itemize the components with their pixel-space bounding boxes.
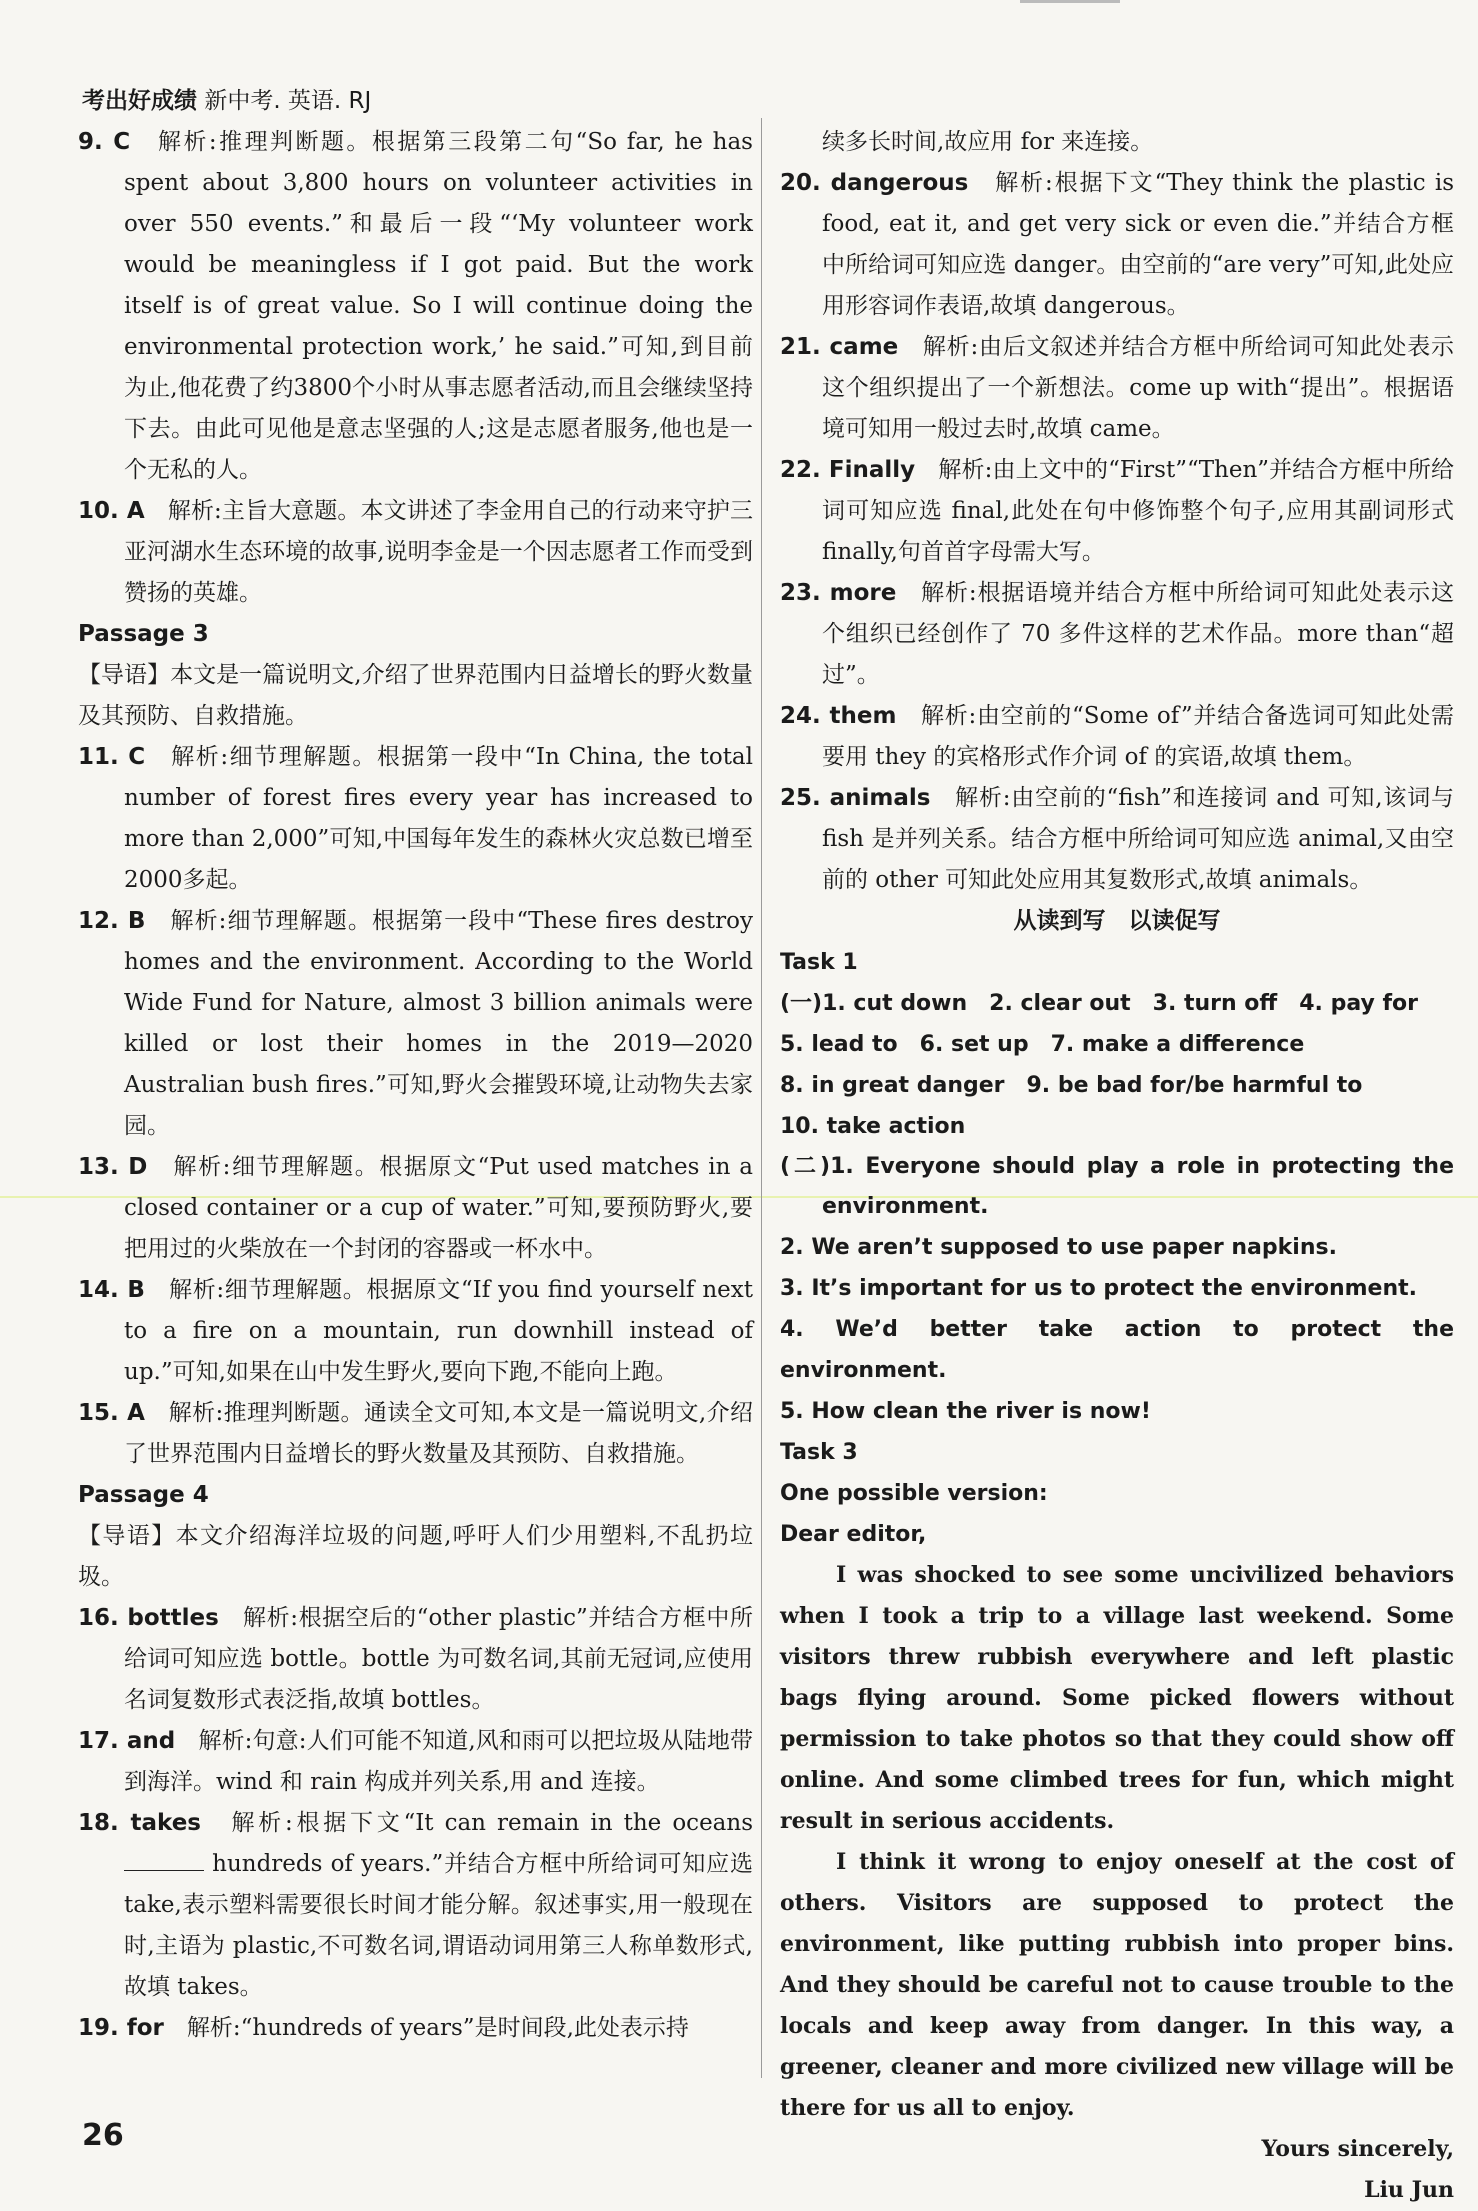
- section-title: 从读到写 以读促写: [1013, 908, 1221, 934]
- task-1-heading: Task 1: [780, 950, 858, 975]
- passage-4-heading: Passage 4: [78, 1482, 209, 1508]
- answer-15: 15. A 解析:推理判断题。通读全文可知,本文是一篇说明文,介绍了世界范围内日益增长的野火数量及其预防、自救措施。: [78, 1400, 753, 1467]
- task-2-item-5: 5. How clean the river is now!: [780, 1399, 1151, 1424]
- top-edge-mark: [1020, 0, 1120, 3]
- version-label: One possible version:: [780, 1481, 1048, 1506]
- passage-3-heading: Passage 3: [78, 621, 209, 647]
- answer-22: 22. Finally 解析:由上文中的“First”“Then”并结合方框中所给词可知应选 final,此处在句中修饰整个句子,应用其副词形式 finally,句首首字母需大写。: [780, 457, 1454, 565]
- letter-paragraph-2: I think it wrong to enjoy oneself at the cost of others. Visitors are supposed to protect the environment, like putting rubbish into proper bins. And they should be careful not to cause trouble to the locals and keep away from danger. In this way, a greener, cleaner and more civilized new village will be there for us all to enjoy.: [780, 1849, 1454, 2121]
- answer-10: 10. A 解析:主旨大意题。本文讲述了李金用自己的行动来守护三亚河湖水生态环境的故事,说明李金是一个因志愿者工作而受到赞扬的英雄。: [78, 498, 754, 606]
- header-subtitle: 新中考. 英语. RJ: [204, 88, 372, 114]
- task-2-item-4: 4. We’d better take action to protect the environment.: [780, 1317, 1454, 1383]
- answer-13: 13. D 解析:细节理解题。根据原文“Put used matches in a closed container or a cup of water.”可知,要预防野火,要把用过的火柴放在一个封闭的容器或一杯水中。: [78, 1154, 754, 1262]
- right-column: [780, 122, 1454, 2211]
- letter-salutation: Dear editor,: [780, 1522, 927, 1547]
- answer-24: 24. them 解析:由空前的“Some of”并结合备选词可知此处需要用 they 的宾格形式作介词 of 的宾语,故填 them。: [780, 703, 1454, 770]
- answer-18: 18. takes 解析:根据下文“It can remain in the oceans hundreds of years.”并结合方框中所给词可知应选 take,表示塑料需要很长时间才能分解。叙述事实,用一般现在时,主语为 plastic,不可数名词,谓语动词用第三人称单数形式,故填 takes。: [78, 1810, 754, 2000]
- letter-closing: Yours sincerely,: [1261, 2136, 1454, 2162]
- answer-25: 25. animals 解析:由空前的“fish”和连接词 and 可知,该词与 fish 是并列关系。结合方框中所给词可知应选 animal,又由空前的 other 可知此处应用其复数形式,故填 animals。: [780, 785, 1455, 893]
- task-1-line-1: (一)1. cut down 2. clear out 3. turn off 4. pay for: [780, 991, 1419, 1016]
- task-1-line-2: 5. lead to 6. set up 7. make a difference: [780, 1032, 1305, 1057]
- task-2-item-3: 3. It’s important for us to protect the environment.: [780, 1276, 1418, 1301]
- fill-blank: [124, 1852, 204, 1871]
- answer-9: 9. C 解析:推理判断题。根据第三段第二句“So far, he has spent about 3,800 hours on volunteer activities in over 550 events.”和最后一段“‘My volunteer work would be meaningless if I got paid. But the work itself is of great value. So I will continue doing the environmental protection work,’ he said.”可知,到目前为止,他花费了约3800个小时从事志愿者活动,而且会继续坚持下去。由此可见他是意志坚强的人;这是志愿者服务,他也是一个无私的人。: [78, 129, 753, 483]
- answer-14: 14. B 解析:细节理解题。根据原文“If you find yourself next to a fire on a mountain, run downhill instead of up.”可知,如果在山中发生野火,要向下跑,不能向上跑。: [78, 1277, 754, 1385]
- answer-19-continued: 续多长时间,故应用 for 来连接。: [822, 129, 1154, 155]
- letter-signature: Liu Jun: [1364, 2177, 1454, 2203]
- page-header: [82, 82, 371, 115]
- answer-23: 23. more 解析:根据语境并结合方框中所给词可知此处表示这个组织已经创作了 70 多件这样的艺术作品。more than“超过”。: [780, 580, 1455, 688]
- left-column: [78, 122, 753, 2049]
- header-brand: 考出好成绩: [82, 88, 197, 114]
- letter-paragraph-1: I was shocked to see some uncivilized behaviors when I took a trip to a village last weekend. Some visitors threw rubbish everywhere and left plastic bags flying around. Some picked flowers without permission to take photos so that they could show off online. And some climbed trees for fun, which might result in serious accidents.: [780, 1562, 1454, 1834]
- task-2-item-1: (二)1. Everyone should play a role in protecting the environment.: [780, 1154, 1454, 1219]
- task-3-heading: Task 3: [780, 1440, 858, 1465]
- passage-3-guide: 【导语】本文是一篇说明文,介绍了世界范围内日益增长的野火数量及其预防、自救措施。: [78, 662, 753, 729]
- task-2-item-2: 2. We aren’t supposed to use paper napkins.: [780, 1235, 1337, 1260]
- answer-20: 20. dangerous 解析:根据下文“They think the plastic is food, eat it, and get very sick or even die.”并结合方框中所给词可知应选 danger。由空前的“are very”可知,此处应用形容词作表语,故填 dangerous。: [780, 170, 1454, 319]
- page-number: 26: [82, 2118, 124, 2153]
- column-divider: [761, 118, 762, 2078]
- answer-19: 19. for 解析:“hundreds of years”是时间段,此处表示持: [78, 2015, 689, 2041]
- answer-12: 12. B 解析:细节理解题。根据第一段中“These fires destroy homes and the environment. According to the World Wide Fund for Nature, almost 3 billion animals were killed or lost their homes in the 2019—2020 Australian bush fires.”可知,野火会摧毁环境,让动物失去家园。: [78, 908, 753, 1139]
- task-1-line-4: 10. take action: [780, 1114, 966, 1139]
- answer-17: 17. and 解析:句意:人们可能不知道,风和雨可以把垃圾从陆地带到海洋。wind 和 rain 构成并列关系,用 and 连接。: [78, 1728, 753, 1795]
- answer-11: 11. C 解析:细节理解题。根据第一段中“In China, the total number of forest fires every year has increased to more than 2,000”可知,中国每年发生的森林火灾总数已增至2000多起。: [78, 744, 753, 893]
- passage-4-guide: 【导语】本文介绍海洋垃圾的问题,呼吁人们少用塑料,不乱扔垃圾。: [78, 1523, 753, 1590]
- task-1-line-3: 8. in great danger 9. be bad for/be harmful to: [780, 1073, 1363, 1098]
- answer-16: 16. bottles 解析:根据空后的“other plastic”并结合方框中所给词可知应选 bottle。bottle 为可数名词,其前无冠词,应使用名词复数形式表泛指,故填 bottles。: [78, 1605, 753, 1713]
- answer-21: 21. came 解析:由后文叙述并结合方框中所给词可知此处表示这个组织提出了一个新想法。come up with“提出”。根据语境可知用一般过去时,故填 came。: [780, 334, 1455, 442]
